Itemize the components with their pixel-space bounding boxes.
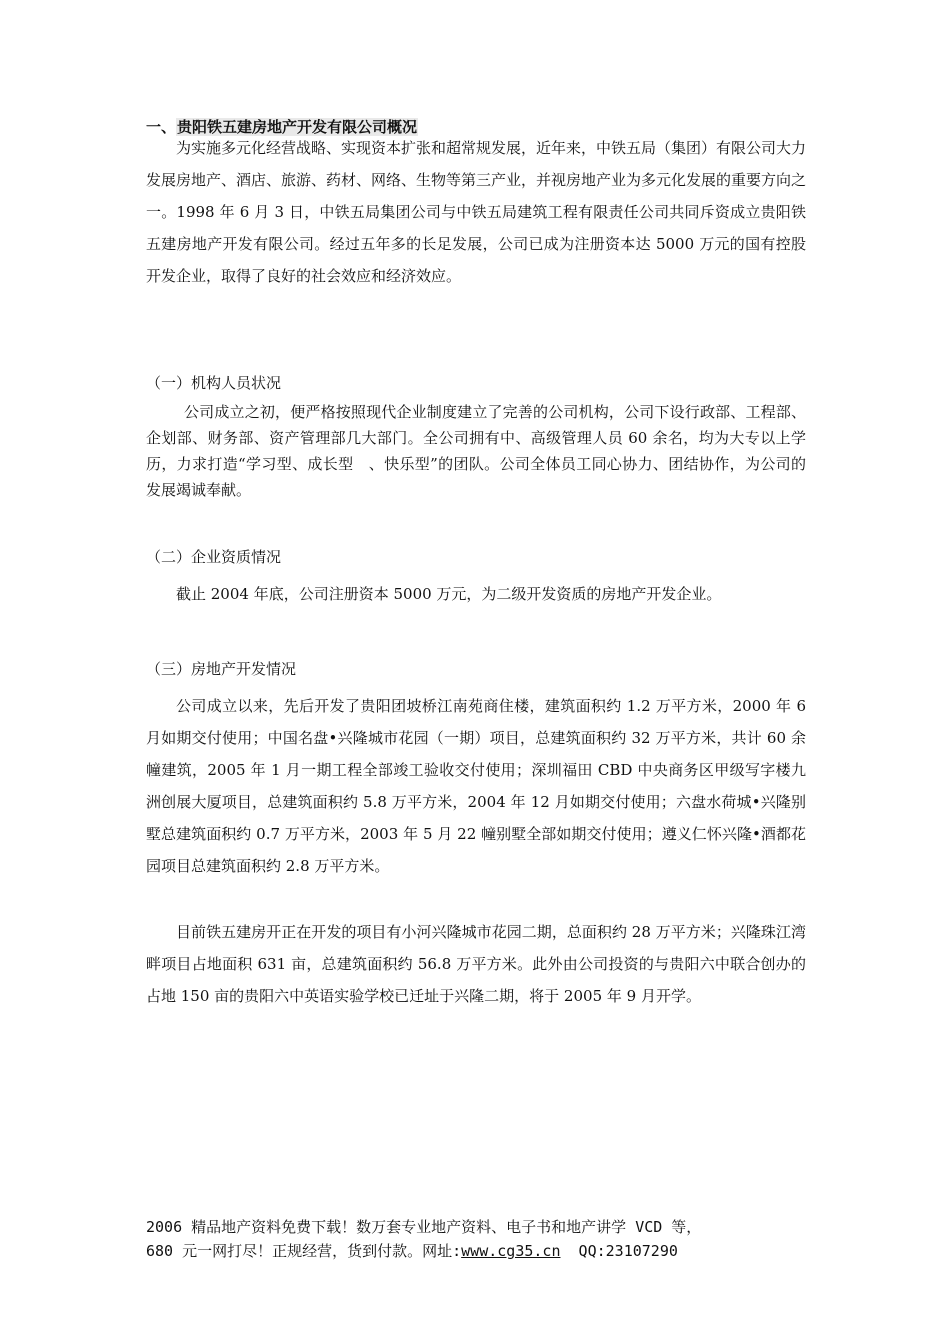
intro-paragraph: 为实施多元化经营战略、实现资本扩张和超常规发展，近年来，中铁五局（集团）有限公司大力发展房地产、酒店、旅游、药材、网络、生物等第三产业，并视房地产业为多元化发展的重要方向之一。1998 年 6 月 3 日，中铁五局集团公司与中铁五局建筑工程有限责任公司共同斥资成立贵阳铁五建房地产开发有限公司。经过五年多的长足发展，公司已成为注册资本达 5000 万元的国有控股开发企业，取得了良好的社会效应和经济效应。 bbox=[146, 139, 807, 285]
footer-line-2-text: 680 元一网打尽！正规经营，货到付款。网址: bbox=[146, 1242, 462, 1260]
development-paragraph-2: 目前铁五建房开正在开发的项目有小河兴隆城市花园二期，总面积约 28 万平方米；兴隆珠江湾畔项目占地面积 631 亩，总建筑面积约 56.8 万平方米。此外由公司投资的与贵阳六中联合创办的占地 150 亩的贵阳六中英语实验学校已迁址于兴隆二期，将于 2005 年 9 月开学。 bbox=[146, 923, 806, 1005]
development-paragraph-1: 公司成立以来，先后开发了贵阳团坡桥江南苑商住楼，建筑面积约 1.2 万平方米，2000 年 6 月如期交付使用；中国名盘•兴隆城市花园（一期）项目，总建筑面积约 32 万平方米，共计 60 余幢建筑，2005 年 1 月一期工程全部竣工验收交付使用；深圳福田 CBD 中央商务区甲级写字楼九洲创展大厦项目，总建筑面积约 5.8 万平方米，2004 年 12 月如期交付使用；六盘水荷城•兴隆别墅总建筑面积约 0.7 万平方米，2003 年 5 月 22 幢别墅全部如期交付使用；遵义仁怀兴隆•酒都花园项目总建筑面积约 2.8 万平方米。 bbox=[146, 697, 806, 875]
organization-paragraph: 公司成立之初，便严格按照现代企业制度建立了完善的公司机构，公司下设行政部、工程部、企划部、财务部、资产管理部几大部门。全公司拥有中、高级管理人员 60 余名，均为大专以上学历，力求打造“学习型、成长型 、快乐型”的团队。公司全体员工同心协力、团结协作，为公司的发展竭诚奉献。 bbox=[146, 403, 806, 499]
footer-line-2 bbox=[146, 1239, 826, 1263]
qq-number: QQ:23107290 bbox=[560, 1242, 678, 1260]
qualification-paragraph: 截止 2004 年底，公司注册资本 5000 万元，为二级开发资质的房地产开发企业。 bbox=[176, 585, 722, 603]
section-number: 一、 bbox=[146, 118, 177, 136]
subheading-organization: （一）机构人员状况 bbox=[146, 374, 282, 392]
website-link[interactable]: www.cg35.cn bbox=[461, 1242, 561, 1260]
advertisement-footer bbox=[146, 1215, 826, 1263]
footer-line-1: 2006 精品地产资料免费下载！数万套专业地产资料、电子书和地产讲学 VCD 等， bbox=[146, 1218, 702, 1236]
subheading-development: （三）房地产开发情况 bbox=[146, 660, 297, 678]
subheading-qualification: （二）企业资质情况 bbox=[146, 548, 282, 566]
company-overview-title: 贵阳铁五建房地产开发有限公司概况 bbox=[177, 118, 418, 136]
